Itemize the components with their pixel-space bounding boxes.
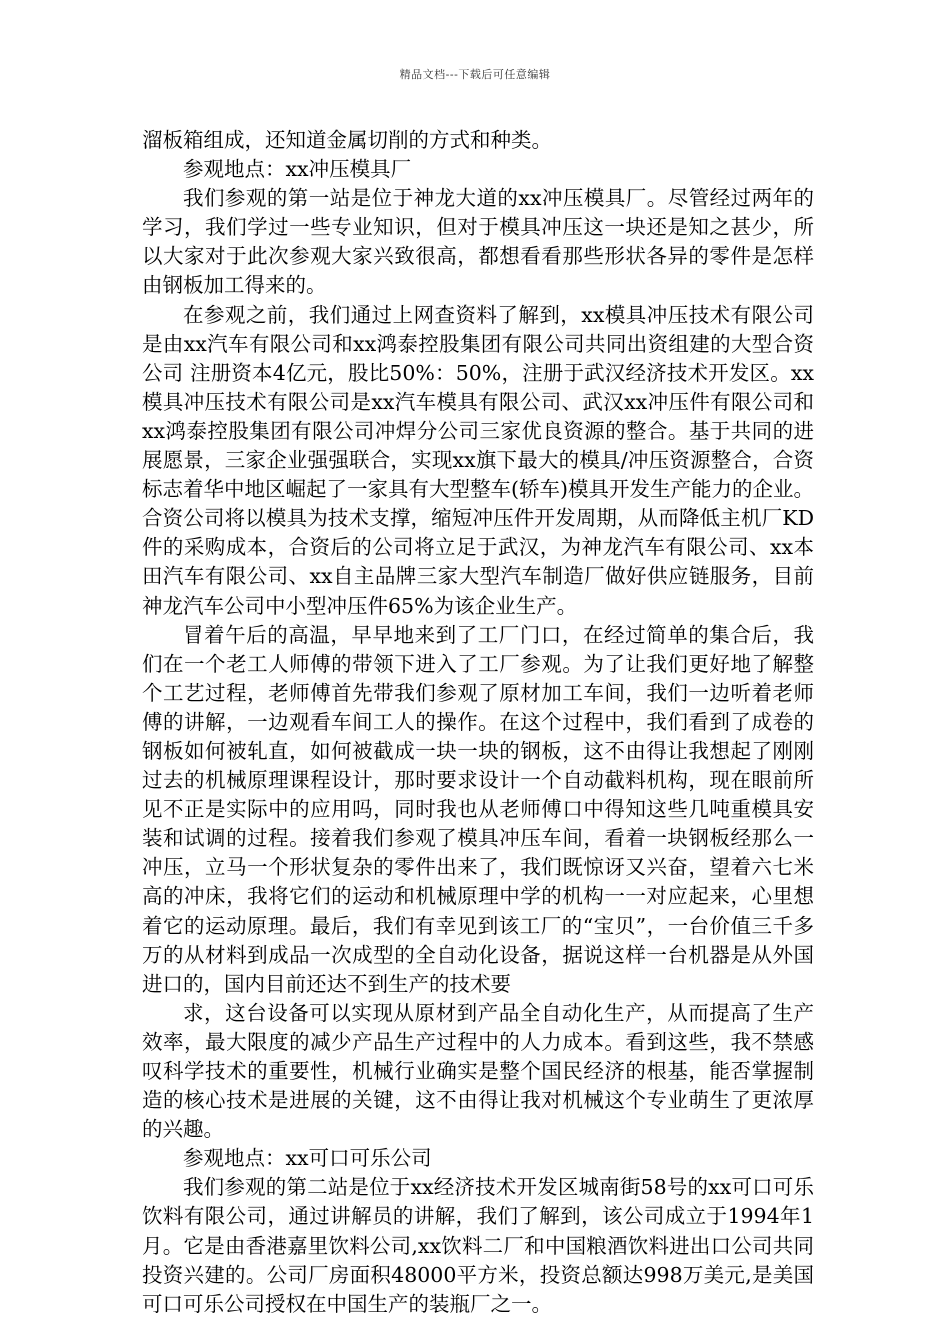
page-header: 精品文档---下载后可任意编辑 [399,68,551,81]
paragraph: 求，这台设备可以实现从原材到产品全自动化生产，从而提高了生产效率，最大限度的减少产品生产过程中的人力成本。看到这些，我不禁感叹科学技术的重要性，机械行业确实是整个国民经济的根基，能否掌握制造的核心技术是进展的关键，这不由得让我对机械这个专业萌生了更浓厚的兴趣。 [142,1000,814,1142]
paragraph: 我们参观的第二站是位于xx经济技术开发区城南街58号的xx可口可乐饮料有限公司，通过讲解员的讲解，我们了解到，该公司成立于1994年1月。它是由香港嘉里饮料公司,xx饮料二厂和中国粮酒饮料进出口公司共同投资兴建的。公司厂房面积48000平方米，投资总额达998万美元,是美国可口可乐公司授权在中国生产的装瓶厂之一。 [142,1175,814,1316]
section-heading: 参观地点：xx可口可乐公司 [183,1146,432,1171]
document-body [142,126,814,1319]
paragraph: 溜板箱组成，还知道金属切削的方式和种类。 [142,128,552,152]
paragraph: 我们参观的第一站是位于神龙大道的xx冲压模具厂。尽管经过两年的学习，我们学过一些专业知识，但对于模具冲压这一块还是知之甚少，所以大家对于此次参观大家兴致很高，都想看看那些形状各异的零件是怎样由钢板加工得来的。 [142,186,814,298]
section-heading: 参观地点：xx冲压模具厂 [183,157,412,182]
paragraph: 冒着午后的高温，早早地来到了工厂门口，在经过简单的集合后，我们在一个老工人师傅的带领下进入了工厂参观。为了让我们更好地了解整个工艺过程，老师傅首先带我们参观了原材加工车间，我们一边听着老师傅的讲解，一边观看车间工人的操作。在这个过程中，我们看到了成卷的钢板如何被轧直，如何被截成一块一块的钢板，这不由得让我想起了刚刚过去的机械原理课程设计，那时要求设计一个自动截料机构，现在眼前所见不正是实际中的应用吗，同时我也从老师傅口中得知这些几吨重模具安装和试调的过程。接着我们参观了模具冲压车间，看着一块钢板经那么一冲压，立马一个形状复杂的零件出来了，我们既惊讶又兴奋，望着六七米高的冲床，我将它们的运动和机械原理中学的机构一一对应起来，心里想着它的运动原理。最后，我们有幸见到该工厂的“宝贝”，一台价值三千多万的从材料到成品一次成型的全自动化设备，据说这样一台机器是从外国进口的，国内目前还达不到生产的技术要 [142,622,814,996]
paragraph: 在参观之前，我们通过上网查资料了解到，xx模具冲压技术有限公司是由xx汽车有限公司和xx鸿泰控股集团有限公司共同出资组建的大型合资公司 注册资本4亿元，股比50%：50%，注册于武汉经济技术开发区。xx模具冲压技术有限公司是xx汽车模具有限公司、武汉xx冲压件有限公司和xx鸿泰控股集团有限公司冲焊分公司三家优良资源的整合。基于共同的进展愿景，三家企业强强联合，实现xx旗下最大的模具/冲压资源整合，合资标志着华中地区崛起了一家具有大型整车(轿车)模具开发生产能力的企业。合资公司将以模具为技术支撑，缩短冲压件开发周期，从而降低主机厂KD件的采购成本，合资后的公司将立足于武汉，为神龙汽车有限公司、xx本田汽车有限公司、xx自主品牌三家大型汽车制造厂做好供应链服务，目前神龙汽车公司中小型冲压件65%为该企业生产。 [142,302,814,618]
